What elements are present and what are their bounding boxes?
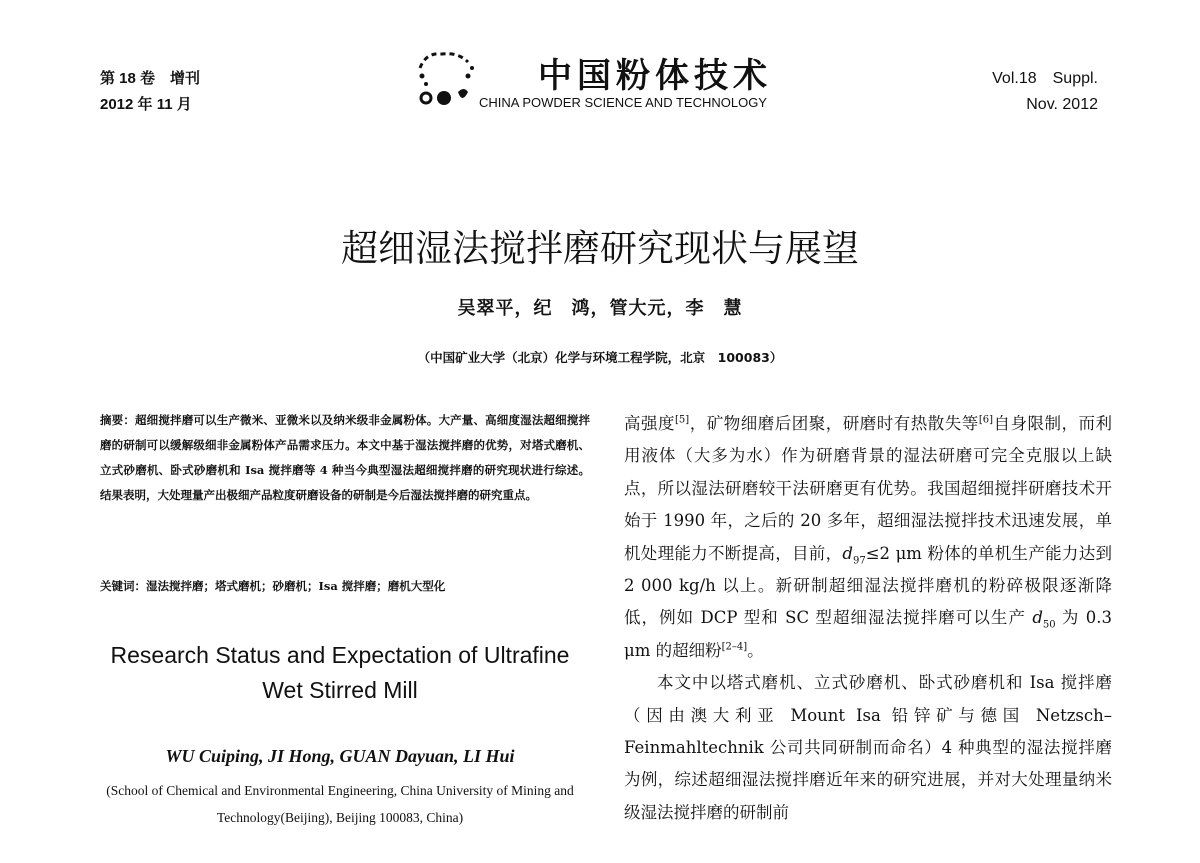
body-text: 。 bbox=[747, 640, 764, 660]
english-authors: WU Cuiping, JI Hong, GUAN Dayuan, LI Hui bbox=[165, 746, 515, 766]
body-text: 自身限制，而利用液体（大多为水）作为研磨背景的湿法研磨可完全克服以上缺点，所以湿法研磨较干法研磨更有优势。我国超细搅拌研磨技术开始于 1990 年，之后的 20 多年，超细湿法搅拌技术迅速发展，单机处理能力不断提高，目前， bbox=[624, 414, 1113, 563]
body-paragraph-1 bbox=[624, 408, 1112, 667]
citation: [6] bbox=[978, 414, 993, 426]
date-cn: 2012 年 11 月 bbox=[100, 96, 192, 113]
english-affiliation: (School of Chemical and Environmental Engineering, China University of Mining and Technology(Beijing), Beijing 100083, China) bbox=[106, 783, 574, 825]
paper-title: 超细湿法搅拌磨研究现状与展望 bbox=[341, 227, 859, 270]
citation: [2–4] bbox=[721, 641, 748, 653]
body-paragraph-2: 本文中以塔式磨机、立式砂磨机、卧式砂磨机和 Isa 搅拌磨（因由澳大利亚 Mount Isa 铅锌矿与德国 Netzsch–Feinmahltechnik 公司共同研制而命名）4 种典型的湿法搅拌磨为例，综述超细湿法搅拌磨近年来的研究进展，并对大处理量纳米级湿法搅拌磨的研制前 bbox=[624, 673, 1112, 822]
date-en: Nov. 2012 bbox=[1026, 96, 1098, 113]
header-left bbox=[100, 66, 200, 118]
affiliation: （中国矿业大学（北京）化学与环境工程学院，北京 100083） bbox=[417, 350, 783, 365]
keywords-text: 湿法搅拌磨；塔式磨机；砂磨机；Isa 搅拌磨；磨机大型化 bbox=[146, 579, 446, 593]
volume-cn: 第 18 卷 增刊 bbox=[100, 70, 201, 87]
citation: [5] bbox=[675, 414, 690, 426]
abstract-label: 摘要： bbox=[100, 413, 136, 427]
symbol-d: d bbox=[1032, 608, 1043, 628]
subscript: 97 bbox=[852, 554, 866, 566]
abstract bbox=[100, 408, 590, 508]
symbol-d: d bbox=[842, 543, 853, 563]
body-text-column bbox=[624, 408, 1112, 829]
body-text: ，矿物细磨后团聚，研磨时有热散失等 bbox=[689, 414, 979, 433]
subscript: 50 bbox=[1042, 619, 1056, 631]
body-text: 为 0.3 μm 的超细粉 bbox=[624, 608, 1112, 660]
keywords-label: 关键词： bbox=[100, 579, 146, 593]
journal-logo-icon bbox=[412, 46, 482, 110]
journal-title-en: CHINA POWDER SCIENCE AND TECHNOLOGY bbox=[479, 95, 767, 110]
abstract-text: 超细搅拌磨可以生产微米、亚微米以及纳米级非金属粉体。大产量、高细度湿法超细搅拌磨的研制可以缓解级细非金属粉体产品需求压力。本文中基于湿法搅拌磨的优势，对塔式磨机、立式砂磨机、卧式砂磨机和 Isa 搅拌磨等 4 种当今典型湿法超细搅拌磨的研究现状进行综述。结果表明，大处理量产出极细产品粒度研磨设备的研制是今后湿法搅拌磨的研究重点。 bbox=[100, 413, 590, 502]
header-right bbox=[992, 66, 1098, 118]
body-text: ≤2 μm 粉体的单机生产能力达到 2 000 kg/h 以上。新研制超细湿法搅拌磨机的粉碎极限逐渐降低，例如 DCP 型和 SC 型超细湿法搅拌磨可以生产 bbox=[624, 543, 1113, 628]
journal-title-cn: 中国粉体技术 bbox=[538, 56, 772, 96]
body-text: 高强度 bbox=[624, 414, 676, 433]
keywords bbox=[100, 578, 590, 594]
volume-en: Vol.18 Suppl. bbox=[992, 70, 1098, 87]
author-list: 吴翠平，纪 鸿，管大元，李 慧 bbox=[457, 298, 743, 319]
english-title: Research Status and Expectation of Ultrafine Wet Stirred Mill bbox=[110, 642, 570, 703]
